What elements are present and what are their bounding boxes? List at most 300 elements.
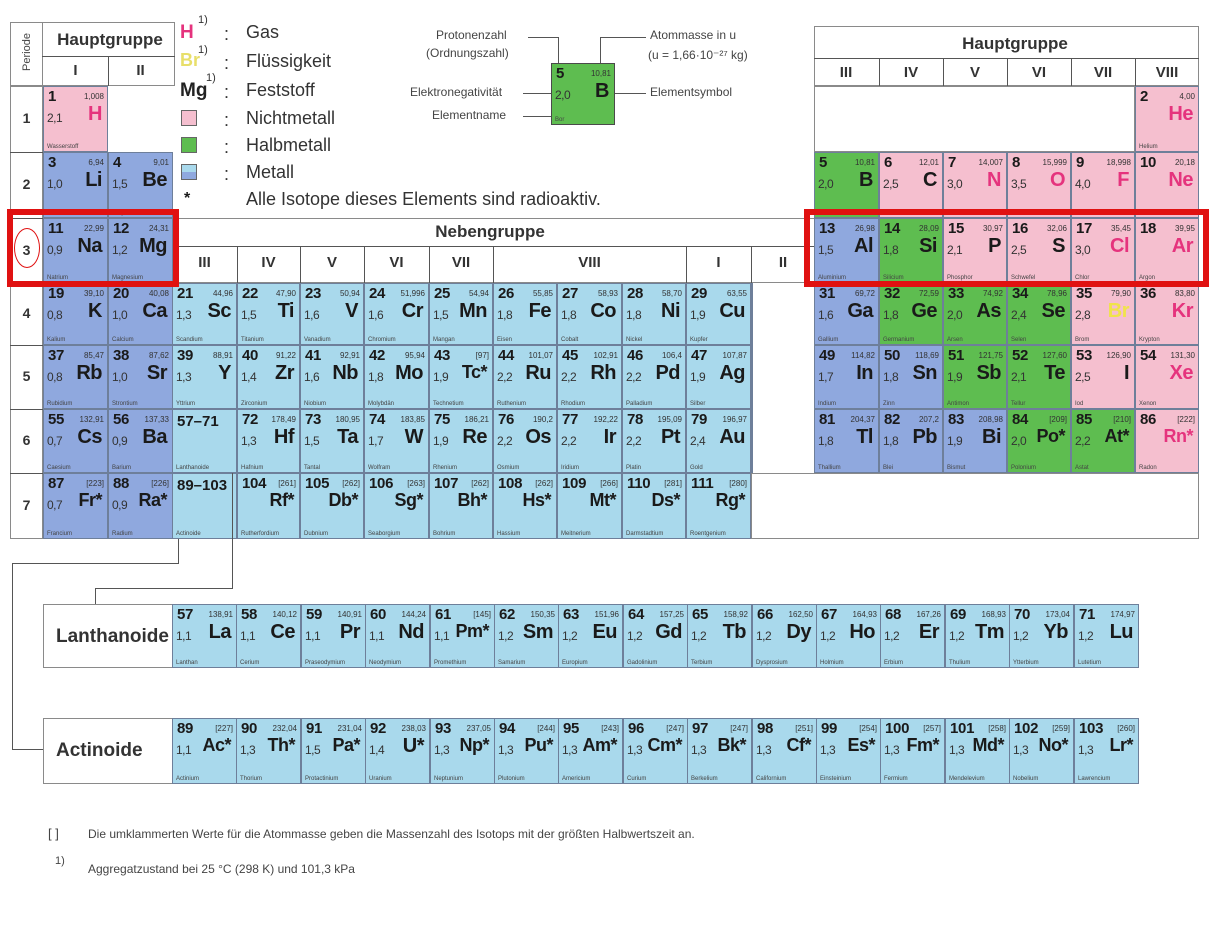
right-period1-empty (814, 86, 1135, 152)
element-symbol: Eu (592, 621, 617, 643)
semimetal-label: Halbmetall (246, 135, 332, 155)
atomic-number: 26 (498, 285, 515, 302)
atomic-mass: [258] (988, 724, 1006, 733)
atomic-mass: 40,08 (148, 289, 169, 298)
element-ce (236, 604, 301, 668)
key-protonenzahl: Protonenzahl (436, 28, 507, 42)
electronegativity: 1,9 (690, 308, 706, 322)
element-name: Arsen (947, 337, 963, 343)
element-name: Schwefel (1011, 275, 1036, 281)
atomic-number: 60 (370, 606, 387, 623)
element-ag (686, 345, 751, 409)
element-name: Radon (1139, 465, 1157, 471)
group-header-main-vi: VI (1031, 64, 1047, 81)
element-symbol: Sm (522, 621, 553, 643)
atomic-number: 9 (1076, 154, 1085, 171)
atomic-mass: 51,996 (400, 289, 425, 298)
atomic-number: 88 (113, 475, 130, 492)
element-symbol: Ir (603, 426, 616, 448)
electronegativity: 2,2 (561, 370, 577, 384)
liquid-sup: 1) (198, 44, 208, 56)
element-name: Thorium (240, 776, 263, 782)
electronegativity: 1,8 (561, 308, 577, 322)
atomic-number: 51 (948, 347, 965, 364)
atomic-number: 5 (819, 154, 828, 171)
atomic-mass: 14,007 (978, 158, 1003, 167)
atomic-mass: [226] (151, 479, 169, 488)
element-lr (1074, 718, 1139, 784)
atomic-number: 108 (498, 475, 523, 492)
element-nd (365, 604, 430, 668)
electronegativity: 0,7 (47, 498, 63, 512)
atomic-mass: 132,91 (79, 415, 104, 424)
element-symbol: S (1052, 235, 1065, 257)
atomic-number: 1 (48, 88, 57, 105)
element-name: Gadolinium (627, 660, 658, 666)
liquid-colon: : (224, 53, 230, 73)
atomic-mass: [262] (342, 479, 360, 488)
element-ba (108, 409, 173, 473)
element-symbol: Os (525, 426, 551, 448)
electronegativity: 1,4 (369, 743, 385, 757)
atomic-mass: 12,01 (918, 158, 939, 167)
electronegativity: 1,4 (241, 370, 257, 384)
atomic-mass: 92,91 (339, 351, 360, 360)
sub-header-col-divider (237, 246, 238, 283)
element-no (1009, 718, 1074, 784)
atomic-number: 16 (1012, 220, 1029, 237)
element-ge (879, 283, 943, 345)
atomic-mass: 127,60 (1042, 351, 1067, 360)
atomic-mass: 173,04 (1045, 610, 1070, 619)
element-symbol: Ca (142, 300, 167, 322)
semimetal-colon: : (224, 137, 230, 157)
atomic-number: 94 (499, 720, 516, 737)
element-au (686, 409, 751, 473)
element-name: Cerium (240, 660, 260, 666)
element-symbol: Fr* (78, 490, 102, 510)
element-name: Gallium (818, 337, 839, 343)
element-ho (816, 604, 881, 668)
atomic-mass: 58,70 (661, 289, 682, 298)
atomic-number: 64 (628, 606, 645, 623)
period-label-7: 7 (22, 497, 31, 513)
nebengruppe-title: Nebengruppe (435, 222, 545, 241)
atomic-mass: 20,18 (1174, 158, 1195, 167)
atomic-number: 79 (691, 411, 708, 428)
element-symbol: Kr (1171, 300, 1193, 322)
atomic-number: 2 (1140, 88, 1149, 105)
element-name: Neodymium (369, 660, 402, 666)
atomic-number: 8 (1012, 154, 1021, 171)
atomic-number: 33 (948, 285, 965, 302)
element-v (300, 283, 364, 345)
key-line-protonen-h (528, 37, 558, 38)
element-te (1007, 345, 1071, 409)
gas-label: Gas (246, 22, 280, 42)
atomic-mass: 24,31 (148, 224, 169, 233)
element-ni (622, 283, 686, 345)
atomic-mass: 114,82 (851, 351, 875, 360)
element-name: Neptunium (434, 776, 464, 782)
element-sb (943, 345, 1007, 409)
element-name: Zinn (883, 401, 895, 407)
atomic-number: 63 (563, 606, 580, 623)
element-symbol: Cs (77, 426, 102, 448)
actinoid-range-name: Actinoide (176, 531, 201, 537)
electronegativity: 1,0 (112, 308, 128, 322)
element-symbol: Ge (911, 300, 937, 322)
nonmetal-colon: : (224, 110, 230, 130)
element-hs (493, 473, 557, 539)
lanthanoid-placeholder (172, 409, 237, 473)
element-name: Brom (1075, 337, 1090, 343)
element-symbol: Au (719, 426, 745, 448)
element-bi (943, 409, 1007, 473)
electronegativity: 2,2 (1075, 434, 1091, 448)
electronegativity: 1,9 (433, 370, 449, 384)
atomic-number: 35 (1076, 285, 1093, 302)
electronegativity: 1,6 (818, 308, 834, 322)
element-h (43, 86, 108, 152)
element-symbol: In (856, 362, 873, 384)
atomic-number: 61 (435, 606, 452, 623)
period-row-divider (10, 409, 43, 410)
electronegativity: 1,8 (883, 370, 899, 384)
element-name: Yttrium (176, 401, 196, 407)
electronegativity: 1,3 (1013, 743, 1029, 757)
atomic-mass: 39,10 (83, 289, 104, 298)
atomic-number: 32 (884, 285, 901, 302)
element-name: Thallium (818, 465, 841, 471)
electronegativity: 1,2 (562, 629, 578, 643)
atomic-mass: 140,91 (337, 610, 362, 619)
atomic-mass: 18,998 (1106, 158, 1131, 167)
hauptgruppe-left-title: Hauptgruppe (57, 30, 163, 49)
hauptgruppe-right-title: Hauptgruppe (962, 34, 1068, 53)
electronegativity: 1,8 (883, 308, 899, 322)
element-symbol: Mo (395, 362, 423, 384)
atomic-mass: 9,01 (153, 158, 169, 167)
element-symbol: Re (462, 426, 487, 448)
element-sc (172, 283, 237, 345)
element-symbol: Pu* (524, 735, 553, 755)
element-as (943, 283, 1007, 345)
atomic-mass: 15,999 (1042, 158, 1067, 167)
element-symbol: Rh (590, 362, 616, 384)
element-pb (879, 409, 943, 473)
atomic-number: 43 (434, 347, 451, 364)
element-symbol: Li (85, 169, 102, 191)
electronegativity: 0,9 (47, 243, 63, 257)
element-pa (301, 718, 366, 784)
element-po (1007, 409, 1071, 473)
atomic-mass: 137,33 (144, 415, 169, 424)
atomic-mass: 22,99 (83, 224, 104, 233)
atomic-mass: 183,85 (400, 415, 425, 424)
electronegativity: 2,1 (947, 243, 963, 257)
key-sample-en: 2,0 (555, 88, 571, 102)
group-header-main-iii: III (839, 64, 853, 81)
element-name: Bismut (947, 465, 966, 471)
element-symbol: Am* (582, 735, 617, 755)
electronegativity: 3,0 (1075, 243, 1091, 257)
element-symbol: Te (1044, 362, 1065, 384)
electronegativity: 2,0 (1011, 434, 1027, 448)
element-symbol: Nb (332, 362, 358, 384)
element-i (1071, 345, 1135, 409)
electronegativity: 1,2 (691, 629, 707, 643)
group-header-main-v: V (969, 64, 980, 81)
element-symbol: Rg* (715, 490, 745, 510)
metal-label: Metall (246, 162, 295, 182)
element-symbol: Pd (655, 362, 680, 384)
atomic-number: 71 (1079, 606, 1096, 623)
element-co (557, 283, 622, 345)
atomic-mass: 35,45 (1110, 224, 1131, 233)
connector-ac-v2 (12, 563, 13, 749)
element-cf (752, 718, 817, 784)
atomic-mass: 150,35 (530, 610, 555, 619)
element-symbol: Ti (277, 300, 294, 322)
element-name: Rutherfordium (241, 531, 280, 537)
electronegativity: 1,1 (240, 629, 256, 643)
element-name: Wolfram (368, 465, 391, 471)
lanthanoid-range: 57–71 (177, 413, 219, 430)
electronegativity: 1,2 (756, 629, 772, 643)
atomic-mass: [247] (730, 724, 748, 733)
element-name: Helium (1139, 144, 1158, 150)
right-header-col-divider (1071, 58, 1072, 86)
electronegativity: 1,1 (176, 629, 192, 643)
electronegativity: 1,5 (304, 434, 320, 448)
element-name: Caesium (47, 465, 71, 471)
semimetal-swatch (181, 137, 197, 153)
element-cd (751, 345, 753, 409)
atomic-mass: 168,93 (981, 610, 1006, 619)
atomic-number: 91 (306, 720, 323, 737)
electronegativity: 2,2 (497, 370, 513, 384)
atomic-mass: 79,90 (1110, 289, 1131, 298)
element-name: Neon (1139, 210, 1154, 216)
element-name: Fermium (884, 776, 908, 782)
element-zr (237, 345, 300, 409)
element-name: Hafnium (241, 465, 264, 471)
electronegativity: 1,8 (626, 308, 642, 322)
element-symbol: Ac* (202, 735, 231, 755)
atomic-number: 59 (306, 606, 323, 623)
radioactive-star: * (184, 190, 191, 207)
electronegativity: 1,3 (820, 743, 836, 757)
atomic-mass: 39,95 (1174, 224, 1195, 233)
atomic-mass: 186,21 (464, 415, 489, 424)
element-symbol: Db* (328, 490, 358, 510)
atomic-number: 90 (241, 720, 258, 737)
element-symbol: Mt* (589, 490, 616, 510)
electronegativity: 1,7 (368, 434, 384, 448)
element-name: Barium (112, 465, 132, 471)
atomic-number: 92 (370, 720, 387, 737)
element-name: Cobalt (561, 337, 579, 343)
element-tb (687, 604, 752, 668)
key-line-protonen-v (558, 37, 559, 64)
element-symbol: Rf* (269, 490, 294, 510)
lanthanoid-range-name: Lanthanoide (176, 465, 210, 471)
atomic-number: 11 (48, 220, 64, 237)
electronegativity: 3,0 (947, 177, 963, 191)
element-br (1071, 283, 1135, 345)
period-label-4: 4 (22, 305, 31, 321)
atomic-number: 86 (1140, 411, 1157, 428)
element-os (493, 409, 557, 473)
element-symbol: La (208, 621, 231, 643)
atomic-number: 84 (1012, 411, 1029, 428)
atomic-number: 78 (627, 411, 644, 428)
element-name: Selen (1011, 337, 1027, 343)
element-ti (237, 283, 300, 345)
element-hg (751, 409, 753, 473)
element-symbol: Tl (856, 426, 873, 448)
atomic-mass: 87,62 (148, 351, 169, 360)
atomic-mass: 192,22 (593, 415, 618, 424)
electronegativity: 2,8 (1075, 308, 1091, 322)
element-cs (43, 409, 108, 473)
element-name: Mangan (433, 337, 455, 343)
element-symbol: Ga (847, 300, 873, 322)
atomic-number: 102 (1014, 720, 1039, 737)
element-name: Lawrencium (1078, 776, 1111, 782)
element-am (558, 718, 623, 784)
atomic-number: 25 (434, 285, 451, 302)
atomic-mass: 4,00 (1179, 92, 1195, 101)
element-symbol: B (859, 169, 873, 191)
right-header-col-divider (879, 58, 880, 86)
atomic-mass: 158,92 (723, 610, 748, 619)
element-symbol: Rb (76, 362, 102, 384)
atomic-mass: 1,008 (83, 92, 104, 101)
atomic-number: 103 (1079, 720, 1104, 737)
element-name: Silicium (883, 275, 904, 281)
element-symbol: Tb (722, 621, 746, 643)
element-name: Chromium (368, 337, 396, 343)
nonmetal-swatch (181, 110, 197, 126)
atomic-number: 52 (1012, 347, 1029, 364)
key-line-name (523, 116, 553, 117)
solid-colon: : (224, 82, 230, 102)
element-symbol: F (1117, 169, 1129, 191)
electronegativity: 1,8 (818, 434, 834, 448)
atomic-mass: 44,96 (212, 289, 233, 298)
element-tc (429, 345, 493, 409)
element-name: Dysprosium (756, 660, 788, 666)
electronegativity: 1,8 (497, 308, 513, 322)
electronegativity: 2,4 (690, 434, 706, 448)
element-ra (108, 473, 173, 539)
element-name: Xenon (1139, 401, 1157, 407)
footnote-bracket-text: Die umklammerten Werte für die Atommasse geben die Massenzahl des Isotops mit der größten Halbwertszeit an. (88, 827, 695, 841)
electronegativity: 2,1 (1011, 370, 1027, 384)
solid-sup: 1) (206, 72, 216, 84)
atomic-mass: 208,98 (978, 415, 1003, 424)
element-name: Astat (1075, 465, 1089, 471)
element-symbol: Cu (719, 300, 745, 322)
element-rf (237, 473, 300, 539)
atomic-mass: 131,30 (1170, 351, 1195, 360)
element-eu (558, 604, 623, 668)
electronegativity: 2,5 (1075, 370, 1091, 384)
electronegativity: 1,9 (947, 434, 963, 448)
element-symbol: Er (918, 621, 939, 643)
actinoid-range: 89–103 (177, 477, 228, 494)
electronegativity: 2,2 (626, 434, 642, 448)
electronegativity: 2,2 (561, 434, 577, 448)
element-symbol: Pa* (332, 735, 360, 755)
electronegativity: 1,9 (947, 370, 963, 384)
electronegativity: 1,9 (433, 434, 449, 448)
atomic-mass: 144,24 (401, 610, 426, 619)
atomic-mass: 30,97 (982, 224, 1003, 233)
element-bk (687, 718, 752, 784)
period-label-2: 2 (22, 176, 31, 192)
element-bh (429, 473, 493, 539)
element-name: Iridium (561, 465, 580, 471)
element-ta (300, 409, 364, 473)
key-sample-symbol: B (595, 80, 609, 102)
atomic-mass: 196,97 (722, 415, 747, 424)
atomic-mass: 138,91 (208, 610, 233, 619)
element-name: Aluminium (818, 275, 847, 281)
nebengruppe-divider (175, 246, 815, 247)
atomic-number: 104 (242, 475, 267, 492)
element-symbol: Tc* (461, 362, 487, 382)
sub-header-col-divider (493, 246, 494, 283)
key-sample-name: Bor (555, 117, 565, 123)
electronegativity: 1,3 (756, 743, 772, 757)
element-symbol: V (345, 300, 358, 322)
atomic-mass: 102,91 (593, 351, 618, 360)
liquid-label: Flüssigkeit (246, 51, 332, 71)
electronegativity: 1,3 (1078, 743, 1094, 757)
element-symbol: Fe (528, 300, 551, 322)
electronegativity: 1,1 (305, 629, 321, 643)
element-symbol: Si (919, 235, 937, 257)
electronegativity: 2,2 (497, 434, 513, 448)
atomic-mass: 121,75 (978, 351, 1003, 360)
atomic-mass: 231,04 (337, 724, 362, 733)
element-name: Indium (818, 401, 837, 407)
period7-empty (751, 473, 1199, 539)
element-symbol: Ag (719, 362, 745, 384)
period-row-divider (10, 152, 43, 153)
element-symbol: Hs* (522, 490, 551, 510)
element-symbol: Ra* (138, 490, 167, 510)
element-name: Holmium (820, 660, 844, 666)
atomic-number: 110 (627, 475, 651, 492)
atomic-mass: 32,06 (1046, 224, 1067, 233)
atomic-mass: [261] (278, 479, 296, 488)
element-nb (300, 345, 364, 409)
element-symbol: Np* (459, 735, 489, 755)
element-name: Iod (1075, 401, 1084, 407)
atomic-mass: 69,72 (854, 289, 875, 298)
element-symbol: Lu (1109, 621, 1133, 643)
atomic-number: 14 (884, 220, 901, 237)
element-symbol: Ta (337, 426, 358, 448)
element-symbol: Bh* (457, 490, 487, 510)
electronegativity: 1,2 (498, 629, 514, 643)
period-label-1: 1 (22, 110, 31, 126)
atomic-number: 15 (948, 220, 965, 237)
